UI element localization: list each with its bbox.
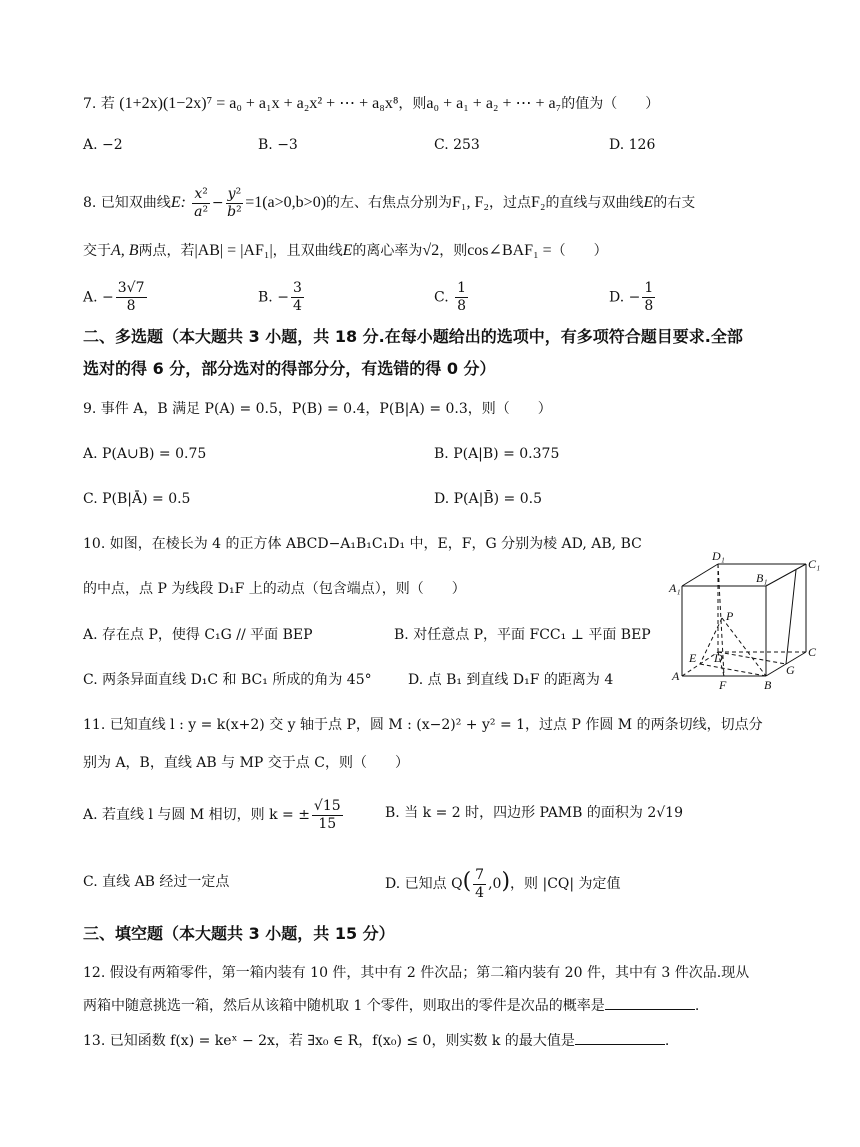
q8-option-a: A. − $\frac{3√7}{8}$ xyxy=(83,280,145,314)
q10-option-d: D. 点 B₁ 到直线 D₁F 的距离为 4 xyxy=(408,672,614,688)
segment-c1g xyxy=(786,570,796,664)
section2-heading-line2: 选对的得 6 分，部分选对的得部分分，有选错的得 0 分） xyxy=(83,359,496,378)
q8-option-c: C. $\frac{1}{8}$ xyxy=(434,280,467,314)
q8-line2: 交于A, B两点，若|AB| = |AF₁|，且双曲线E的离心率为√2，则cos∠BAF₁ =（ ） xyxy=(83,242,608,259)
q12-line1: 12. 假设有两箱零件，第一箱内装有 10 件，其中有 2 件次品；第二箱内装有 20 件，其中有 3 件次品.现从 xyxy=(83,965,750,981)
q9-stem: 9. 事件 A，B 满足 P(A) = 0.5，P(B) = 0.4，P(B|A) = 0.3，则（ ） xyxy=(83,401,552,417)
q10-option-c: C. 两条异面直线 D₁C 和 BC₁ 所成的角为 45° xyxy=(83,672,372,688)
section3-heading: 三、填空题（本大题共 3 小题，共 15 分） xyxy=(83,924,395,943)
label-a1: A₁ xyxy=(669,581,681,595)
q13-line: 13. 已知函数 f(x) = keˣ − 2x，若 ∃x₀ ∈ R，f(x₀) ≤ 0，则实数 k 的最大值是 . xyxy=(83,1030,669,1051)
label-d1: D₁ xyxy=(712,549,725,563)
label-b: B xyxy=(764,678,772,692)
q7-option-b: B. −3 xyxy=(258,137,298,153)
q11-option-a: A. 若直线 l 与圆 M 相切，则 k = ± $\frac{√15}{15}$ xyxy=(83,797,341,832)
label-f: F xyxy=(719,678,727,692)
q11-option-b: B. 当 k = 2 时，四边形 PAMB 的面积为 2√19 xyxy=(385,805,683,821)
q9-option-d: D. P(A|B̄) = 0.5 xyxy=(434,491,542,507)
q11-line1: 11. 已知直线 l : y = k(x+2) 交 y 轴于点 P，圆 M : (x−2)² + y² = 1，过点 P 作圆 M 的两条切线，切点分 xyxy=(83,717,763,733)
q10-line1: 10. 如图，在棱长为 4 的正方体 ABCD−A₁B₁C₁D₁ 中，E，F，G 分别为棱 AD, AB, BC xyxy=(83,536,642,552)
section2-heading-line1: 二、多选题（本大题共 3 小题，共 18 分.在每小题给出的选项中，有多项符合题目要求.全部 xyxy=(83,327,743,346)
q7-stem: 7. 若 (1+2x)(1−2x)⁷ = a₀ + a₁x + a₂x² + ⋯ + a₈x⁸，则a₀ + a₁ + a₂ + ⋯ + a₇的值为（ ） xyxy=(83,95,660,112)
q9-option-b: B. P(A|B) = 0.375 xyxy=(434,446,560,462)
label-g: G xyxy=(786,663,795,677)
q13-answer-blank[interactable] xyxy=(575,1030,665,1045)
q10-option-b: B. 对任意点 P，平面 FCC₁ ⊥ 平面 BEP xyxy=(394,627,651,643)
label-c1: C₁ xyxy=(808,557,821,571)
label-a: A xyxy=(672,669,680,683)
cube-edge xyxy=(682,564,718,586)
q9-option-c: C. P(B|Ā) = 0.5 xyxy=(83,491,191,507)
q11-line2: 别为 A，B，直线 AB 与 MP 交于点 C，则（ ） xyxy=(83,755,409,771)
q12-line2: 两箱中随意挑选一箱，然后从该箱中随机取 1 个零件，则取出的零件是次品的概率是 . xyxy=(83,995,699,1016)
q7-option-d: D. 126 xyxy=(609,137,656,153)
q7-option-a: A. −2 xyxy=(83,137,123,153)
q8-line1: 8. 已知双曲线E: $\frac{\text{x²}}{\text{a²}}$ − $\frac{\text{y²}}{\text{b²}}$ =1(a>0,b>0)的左、右焦点分别为F₁, F₂，过点F₂的直线与双曲线E的右支 xyxy=(83,185,696,220)
q9-option-a: A. P(A∪B) = 0.75 xyxy=(83,446,207,462)
cube-figure xyxy=(668,548,824,692)
q11-option-d: D. 已知点 Q( $\frac{7}{4}$ ,0)，则 |CQ| 为定值 xyxy=(385,866,621,901)
q7-option-c: C. 253 xyxy=(434,137,480,153)
label-d: D xyxy=(714,651,723,665)
q10-option-a: A. 存在点 P，使得 C₁G // 平面 BEP xyxy=(83,627,313,643)
q11-option-c: C. 直线 AB 经过一定点 xyxy=(83,874,230,890)
cube-edge xyxy=(766,564,806,586)
segment-pb xyxy=(722,618,766,676)
label-p: P xyxy=(726,609,734,623)
segment-eb xyxy=(700,664,766,676)
q12-answer-blank[interactable] xyxy=(605,995,695,1010)
label-b1: B₁ xyxy=(756,571,768,585)
label-c: C xyxy=(808,645,817,659)
q8-option-d: D. − $\frac{1}{8}$ xyxy=(609,280,654,314)
q10-line2: 的中点，点 P 为线段 D₁F 上的动点（包含端点），则（ ） xyxy=(83,581,466,597)
q8-option-b: B. − $\frac{3}{4}$ xyxy=(258,280,302,314)
label-e: E xyxy=(689,651,697,665)
